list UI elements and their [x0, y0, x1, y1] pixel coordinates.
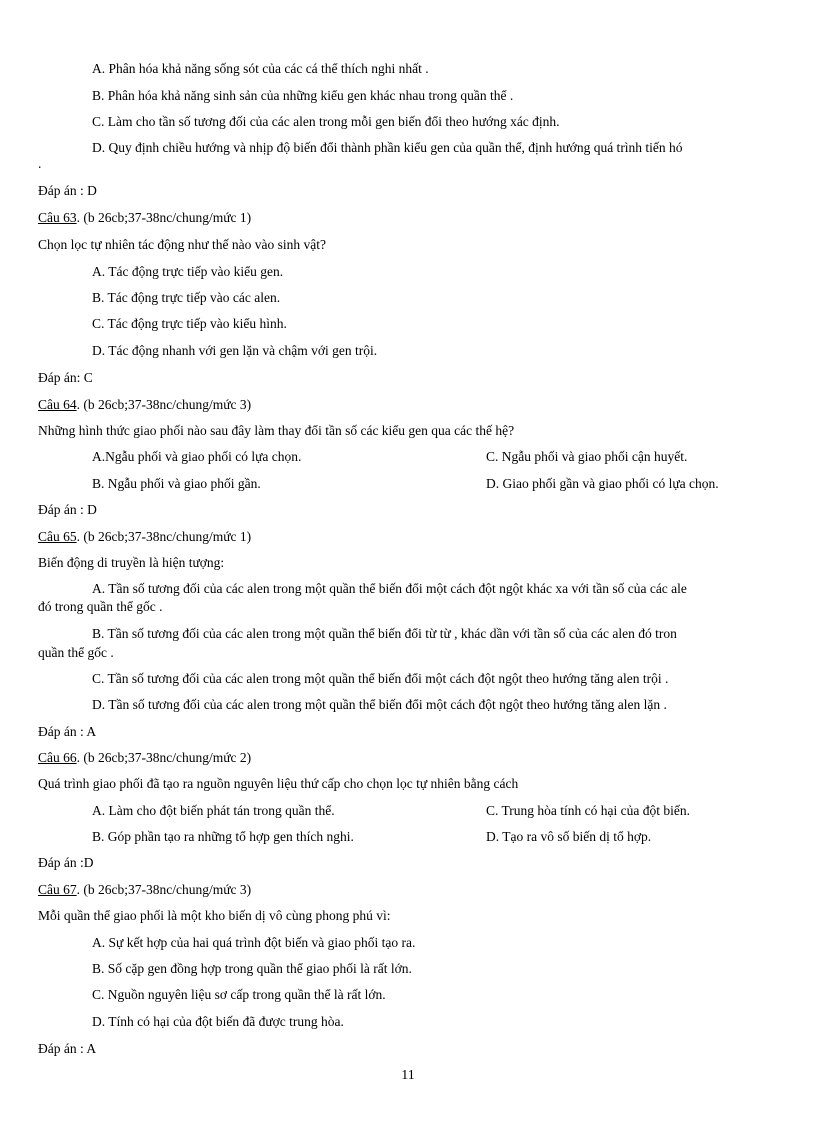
option-b: B. Tác động trực tiếp vào các alen. — [92, 290, 281, 305]
option-d: D. Tần số tương đối của các alen trong một quần thể biến đổi một cách đột ngột theo hướng tăng alen lặn . — [92, 697, 667, 712]
option-c: C. Tần số tương đối của các alen trong một quần thể biến đổi một cách đột ngột theo hướng tăng alen trội . — [92, 671, 669, 686]
option-b-continuation: quần thể gốc . — [38, 645, 114, 660]
question-header — [38, 528, 251, 545]
question-header — [38, 396, 251, 413]
option-c: C. Trung hòa tính có hại của đột biến. — [486, 803, 690, 818]
answer: Đáp án : D — [38, 183, 97, 198]
option-a: A. Phân hóa khả năng sống sót của các cá thể thích nghi nhất . — [92, 61, 429, 76]
question-meta: . (b 26cb;37-38nc/chung/mức 3) — [76, 397, 252, 412]
option-a: A. Tác động trực tiếp vào kiểu gen. — [92, 264, 284, 279]
question-text: Những hình thức giao phối nào sau đây làm thay đổi tần số các kiểu gen qua các thế hệ? — [38, 423, 515, 438]
option-d: D. Tác động nhanh với gen lặn và chậm với gen trội. — [92, 343, 378, 358]
option-d: D. Tạo ra vô số biến dị tổ hợp. — [486, 829, 652, 844]
option-b: B. Góp phần tạo ra những tổ hợp gen thích nghi. — [92, 829, 354, 844]
page-number: 11 — [401, 1068, 415, 1083]
option-a: A. Sự kết hợp của hai quá trình đột biến và giao phối tạo ra. — [92, 935, 416, 950]
question-label: Câu 63 — [38, 210, 77, 225]
option-d-continuation: . — [38, 156, 42, 171]
option-a: A. Làm cho đột biến phát tán trong quần thể. — [92, 803, 335, 818]
answer: Đáp án : A — [38, 724, 97, 739]
option-a-continuation: đó trong quần thể gốc . — [38, 599, 163, 614]
question-label: Câu 64 — [38, 397, 77, 412]
question-header — [38, 209, 251, 226]
option-d: D. Giao phối gần và giao phối có lựa chọn. — [486, 476, 719, 491]
question-label: Câu 67 — [38, 882, 77, 897]
option-b: B. Phân hóa khả năng sinh sản của những kiểu gen khác nhau trong quần thể . — [92, 88, 514, 103]
option-b: B. Tần số tương đối của các alen trong một quần thể biến đổi từ từ , khác dần với tần số của các alen đó tron — [92, 626, 677, 641]
question-header — [38, 749, 251, 766]
question-text: Mỗi quần thể giao phối là một kho biến dị vô cùng phong phú vì: — [38, 908, 391, 923]
question-text: Quá trình giao phối đã tạo ra nguồn nguyên liệu thứ cấp cho chọn lọc tự nhiên bằng cách — [38, 776, 519, 791]
option-d: D. Tính có hại của đột biến đã được trung hòa. — [92, 1014, 344, 1029]
option-a: A. Tần số tương đối của các alen trong một quần thể biến đổi một cách đột ngột khác xa với tần số của các ale — [92, 581, 687, 596]
option-c: C. Làm cho tần số tương đối của các alen trong mỗi gen biến đổi theo hướng xác định. — [92, 114, 560, 129]
option-c: C. Ngẫu phối và giao phối cận huyết. — [486, 449, 688, 464]
option-b: B. Ngẫu phối và giao phối gần. — [92, 476, 261, 491]
question-meta: . (b 26cb;37-38nc/chung/mức 1) — [76, 529, 252, 544]
answer: Đáp án : D — [38, 502, 97, 517]
answer: Đáp án : A — [38, 1041, 97, 1056]
question-meta: . (b 26cb;37-38nc/chung/mức 1) — [76, 210, 252, 225]
option-c: C. Tác động trực tiếp vào kiểu hình. — [92, 316, 287, 331]
option-c: C. Nguồn nguyên liệu sơ cấp trong quần thể là rất lớn. — [92, 987, 386, 1002]
question-meta: . (b 26cb;37-38nc/chung/mức 3) — [76, 882, 252, 897]
option-a: A.Ngẫu phối và giao phối có lựa chọn. — [92, 449, 302, 464]
option-d: D. Quy định chiều hướng và nhịp độ biến đổi thành phần kiểu gen của quần thể, định hướng quá trình tiến hó — [92, 140, 683, 155]
answer: Đáp án :D — [38, 855, 94, 870]
question-label: Câu 66 — [38, 750, 77, 765]
option-b: B. Số cặp gen đồng hợp trong quần thể giao phối là rất lớn. — [92, 961, 412, 976]
question-label: Câu 65 — [38, 529, 77, 544]
question-text: Chọn lọc tự nhiên tác động như thế nào vào sinh vật? — [38, 237, 326, 252]
answer: Đáp án: C — [38, 370, 93, 385]
question-meta: . (b 26cb;37-38nc/chung/mức 2) — [76, 750, 252, 765]
question-header — [38, 881, 251, 898]
question-text: Biến động di truyền là hiện tượng: — [38, 555, 225, 570]
